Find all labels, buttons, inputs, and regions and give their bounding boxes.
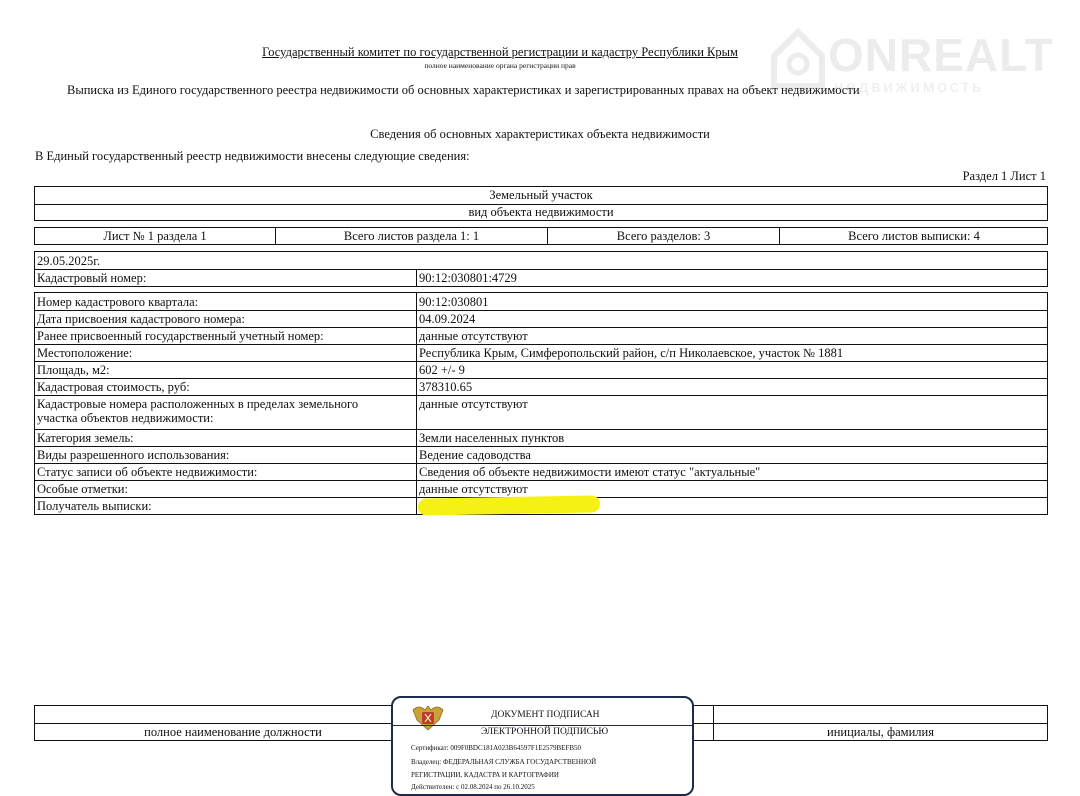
table-row-value: Республика Крым, Симферопольский район, с/п Николаевское, участок № 1881 (419, 346, 844, 360)
stamp-certificate: Сертификат: 009F0BDC181A023B64597F1E2579BEFB50 (411, 744, 582, 752)
stamp-validity: Действителен: с 02.08.2024 по 26.10.2025 (411, 783, 535, 791)
table-row-label: Статус записи об объекте недвижимости: (37, 465, 258, 479)
table-row-value: Ведение садоводства (419, 448, 531, 462)
intro-text: В Единый государственный реестр недвижимости внесены следующие сведения: (35, 149, 470, 163)
object-type-box (34, 186, 1048, 221)
total-extract-sheets: Всего листов выписки: 4 (848, 229, 980, 243)
name-caption: инициалы, фамилия (827, 725, 934, 739)
table-row-value: данные отсутствуют (419, 329, 528, 343)
watermark-tagline: недвижимость (834, 77, 985, 96)
document-title: Выписка из Единого государственного реестра недвижимости об основных характеристиках и зарегистрированных правах на объект недвижимости (67, 83, 860, 97)
organization-name: Государственный комитет по государственной регистрации и кадастру Республики Крым (262, 45, 738, 59)
sheet-number: Лист № 1 раздела 1 (103, 229, 207, 243)
object-type-caption: вид объекта недвижимости (468, 205, 614, 219)
stamp-owner: Владелец: ФЕДЕРАЛЬНАЯ СЛУЖБА ГОСУДАРСТВЕННОЙ (411, 758, 597, 766)
table-row-value: Земли населенных пунктов (419, 431, 565, 445)
watermark-brand: ONREALT (828, 29, 1054, 81)
stamp-subtitle: ЭЛЕКТРОННОЙ ПОДПИСЬЮ (481, 727, 609, 737)
sheets-info-row (34, 227, 1048, 245)
table-row-label: Местоположение: (37, 346, 133, 360)
table-row-label: Кадастровая стоимость, руб: (37, 380, 190, 394)
extract-date: 29.05.2025г. (37, 254, 101, 268)
coat-of-arms-icon (411, 702, 445, 732)
cadastral-number-value: 90:12:030801:4729 (419, 271, 517, 285)
section-title: Сведения об основных характеристиках объекта недвижимости (370, 127, 710, 141)
characteristics-table (34, 292, 1048, 515)
position-caption: полное наименование должности (144, 725, 322, 739)
table-row-value: Сведения об объекте недвижимости имеют статус "актуальные" (419, 465, 761, 479)
table-row-value: данные отсутствуют (419, 397, 528, 411)
recipient-redaction (418, 495, 600, 515)
table-row-label: Получатель выписки: (37, 499, 152, 513)
cadastral-number-label: Кадастровый номер: (37, 271, 147, 285)
table-row-label: Кадастровые номера расположенных в пределах земельного (37, 397, 359, 411)
table-row-value: 90:12:030801 (419, 295, 489, 309)
total-sections: Всего разделов: 3 (616, 229, 711, 243)
table-row-value: 04.09.2024 (419, 312, 476, 326)
table-row-label-continued: участка объектов недвижимости: (37, 411, 214, 425)
table-row-label: Площадь, м2: (37, 363, 110, 377)
table-row-label: Номер кадастрового квартала: (37, 295, 199, 309)
date-cadastral-box (34, 251, 1048, 287)
electronic-signature-stamp (391, 696, 694, 796)
table-row-value: 378310.65 (419, 380, 473, 394)
total-section-sheets: Всего листов раздела 1: 1 (343, 229, 480, 243)
table-row-value: данные отсутствуют (419, 482, 528, 496)
organization-caption: полное наименование органа регистрации прав (424, 61, 576, 70)
stamp-title: ДОКУМЕНТ ПОДПИСАН (491, 710, 600, 720)
object-type: Земельный участок (489, 188, 593, 202)
table-row-label: Ранее присвоенный государственный учетный номер: (37, 329, 324, 343)
table-row-label: Дата присвоения кадастрового номера: (37, 312, 245, 326)
stamp-owner-continued: РЕГИСТРАЦИИ, КАДАСТРА И КАРТОГРАФИИ (411, 771, 559, 779)
table-row-label: Виды разрешенного использования: (37, 448, 230, 462)
table-row-label: Категория земель: (37, 431, 134, 445)
section-sheet-label: Раздел 1 Лист 1 (962, 169, 1046, 183)
table-row-label: Особые отметки: (37, 482, 128, 496)
table-row-value: 602 +/- 9 (419, 363, 465, 377)
